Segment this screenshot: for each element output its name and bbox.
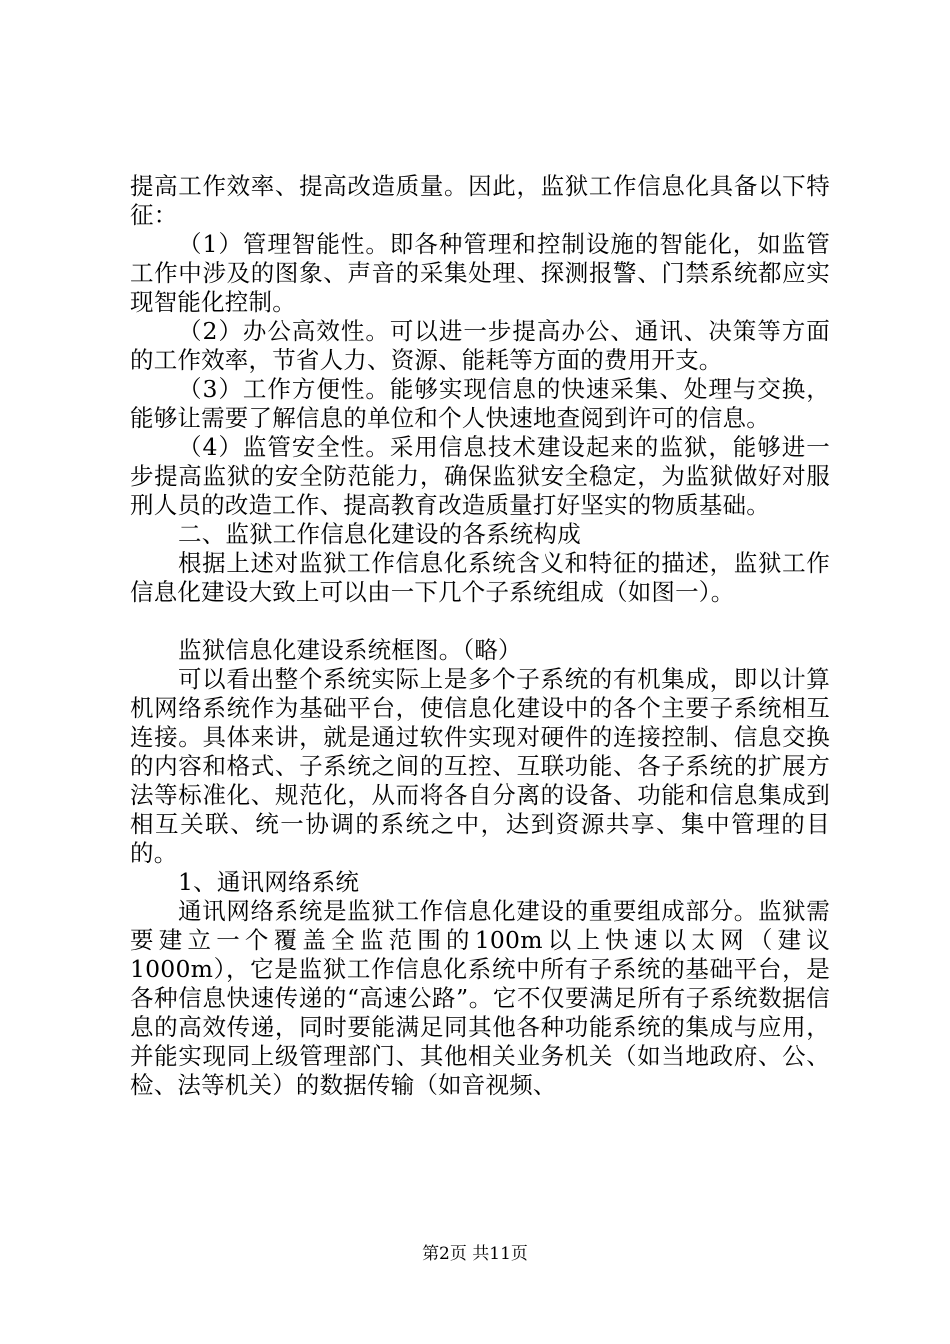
paragraph-feature-1: （1）管理智能性。即各种管理和控制设施的智能化，如监管工作中涉及的图象、声音的采集处理、探测报警、门禁系统都应实现智能化控制。 bbox=[130, 230, 830, 316]
paragraph-feature-3: （3）工作方便性。能够实现信息的快速采集、处理与交换，能够让需要了解信息的单位和个人快速地查阅到许可的信息。 bbox=[130, 375, 830, 432]
paragraph-system-composition: 根据上述对监狱工作信息化系统含义和特征的描述，监狱工作信息化建设大致上可以由一下几个子系统组成（如图一）。 bbox=[130, 549, 830, 606]
document-body bbox=[130, 172, 830, 1100]
page-footer: 第2页 共11页 bbox=[422, 1244, 528, 1264]
paragraph-feature-2: （2）办公高效性。可以进一步提高办公、通讯、决策等方面的工作效率，节省人力、资源、能耗等方面的费用开支。 bbox=[130, 317, 830, 374]
blank-line bbox=[130, 607, 830, 636]
figure-caption: 监狱信息化建设系统框图。（略） bbox=[178, 636, 522, 664]
subsection-heading: 1、通讯网络系统 bbox=[178, 868, 360, 896]
paragraph-network: 通讯网络系统是监狱工作信息化建设的重要组成部分。监狱需要建立一个覆盖全监范围的100m以上快速以太网（建议1000m），它是监狱工作信息化系统中所有子系统的基础平台，是各种信息快速传递的“高速公路”。它不仅要满足所有子系统数据信息的高效传递，同时要能满足同其他各种功能系统的集成与应用，并能实现同上级管理部门、其他相关业务机关（如当地政府、公、检、法等机关）的数据传输（如音视频、 bbox=[130, 897, 830, 1099]
paragraph-feature-4: （4）监管安全性。采用信息技术建设起来的监狱，能够进一步提高监狱的安全防范能力，确保监狱安全稳定，为监狱做好对服刑人员的改造工作、提高教育改造质量打好坚实的物质基础。 bbox=[130, 433, 830, 519]
paragraph-integration: 可以看出整个系统实际上是多个子系统的有机集成，即以计算机网络系统作为基础平台，使信息化建设中的各个主要子系统相互连接。具体来讲，就是通过软件实现对硬件的连接控制、信息交换的内容和格式、子系统之间的互控、互联功能、各子系统的扩展方法等标准化、规范化，从而将各自分离的设备、功能和信息集成到相互关联、统一协调的系统之中，达到资源共享、集中管理的目的。 bbox=[130, 665, 830, 867]
section-heading: 二、监狱工作信息化建设的各系统构成 bbox=[178, 520, 581, 548]
paragraph-intro: 提高工作效率、提高改造质量。因此，监狱工作信息化具备以下特征： bbox=[130, 172, 830, 229]
